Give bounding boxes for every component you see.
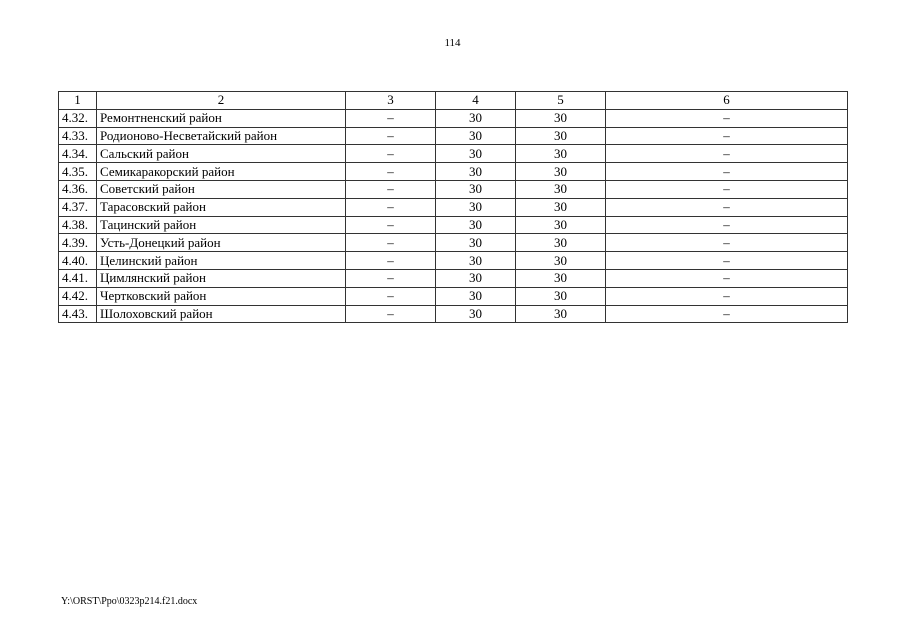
district-name: Тацинский район <box>97 216 346 234</box>
cell-col-6: – <box>606 198 848 216</box>
table-row <box>59 198 848 216</box>
cell-col-5: 30 <box>516 216 606 234</box>
header-col-5: 5 <box>516 92 606 110</box>
cell-col-4: 30 <box>436 269 516 287</box>
district-name: Родионово-Несветайский район <box>97 127 346 145</box>
table-row <box>59 269 848 287</box>
cell-col-4: 30 <box>436 163 516 181</box>
table-row <box>59 109 848 127</box>
cell-col-6: – <box>606 109 848 127</box>
table-row <box>59 305 848 323</box>
footer-file-path: Y:\ORST\Ppo\0323p214.f21.docx <box>61 596 198 607</box>
cell-col-5: 30 <box>516 198 606 216</box>
row-number: 4.33. <box>59 127 97 145</box>
district-name: Шолоховский район <box>97 305 346 323</box>
table-row <box>59 163 848 181</box>
header-col-6: 6 <box>606 92 848 110</box>
row-number: 4.34. <box>59 145 97 163</box>
district-name: Цимлянский район <box>97 269 346 287</box>
districts-table <box>58 91 848 323</box>
cell-col-4: 30 <box>436 234 516 252</box>
row-number: 4.41. <box>59 269 97 287</box>
row-number: 4.35. <box>59 163 97 181</box>
cell-col-4: 30 <box>436 145 516 163</box>
cell-col-5: 30 <box>516 163 606 181</box>
cell-col-5: 30 <box>516 109 606 127</box>
row-number: 4.40. <box>59 252 97 270</box>
row-number: 4.43. <box>59 305 97 323</box>
cell-col-4: 30 <box>436 109 516 127</box>
cell-col-6: – <box>606 216 848 234</box>
table-row <box>59 145 848 163</box>
cell-col-3: – <box>346 163 436 181</box>
cell-col-3: – <box>346 198 436 216</box>
cell-col-3: – <box>346 269 436 287</box>
cell-col-6: – <box>606 234 848 252</box>
cell-col-3: – <box>346 145 436 163</box>
cell-col-3: – <box>346 216 436 234</box>
cell-col-6: – <box>606 127 848 145</box>
cell-col-6: – <box>606 269 848 287</box>
cell-col-5: 30 <box>516 269 606 287</box>
district-name: Тарасовский район <box>97 198 346 216</box>
table-row <box>59 234 848 252</box>
district-name: Усть-Донецкий район <box>97 234 346 252</box>
district-name: Ремонтненский район <box>97 109 346 127</box>
table-row <box>59 127 848 145</box>
cell-col-4: 30 <box>436 127 516 145</box>
cell-col-4: 30 <box>436 252 516 270</box>
cell-col-5: 30 <box>516 287 606 305</box>
district-name: Целинский район <box>97 252 346 270</box>
cell-col-5: 30 <box>516 305 606 323</box>
cell-col-5: 30 <box>516 145 606 163</box>
district-name: Советский район <box>97 180 346 198</box>
cell-col-3: – <box>346 180 436 198</box>
header-col-3: 3 <box>346 92 436 110</box>
cell-col-3: – <box>346 252 436 270</box>
cell-col-5: 30 <box>516 234 606 252</box>
row-number: 4.42. <box>59 287 97 305</box>
cell-col-5: 30 <box>516 127 606 145</box>
header-col-1: 1 <box>59 92 97 110</box>
cell-col-5: 30 <box>516 180 606 198</box>
row-number: 4.37. <box>59 198 97 216</box>
district-name: Чертковский район <box>97 287 346 305</box>
district-name: Сальский район <box>97 145 346 163</box>
cell-col-3: – <box>346 109 436 127</box>
header-col-4: 4 <box>436 92 516 110</box>
row-number: 4.32. <box>59 109 97 127</box>
cell-col-3: – <box>346 287 436 305</box>
cell-col-3: – <box>346 234 436 252</box>
cell-col-5: 30 <box>516 252 606 270</box>
table-row <box>59 180 848 198</box>
cell-col-6: – <box>606 287 848 305</box>
header-col-2: 2 <box>97 92 346 110</box>
district-name: Семикаракорский район <box>97 163 346 181</box>
cell-col-6: – <box>606 163 848 181</box>
table-header-row <box>59 92 848 110</box>
row-number: 4.36. <box>59 180 97 198</box>
table-row <box>59 216 848 234</box>
cell-col-3: – <box>346 305 436 323</box>
cell-col-3: – <box>346 127 436 145</box>
row-number: 4.38. <box>59 216 97 234</box>
page-number: 114 <box>444 37 461 49</box>
cell-col-4: 30 <box>436 180 516 198</box>
cell-col-6: – <box>606 180 848 198</box>
cell-col-6: – <box>606 305 848 323</box>
table-row <box>59 252 848 270</box>
cell-col-6: – <box>606 252 848 270</box>
cell-col-4: 30 <box>436 216 516 234</box>
table-row <box>59 287 848 305</box>
cell-col-4: 30 <box>436 287 516 305</box>
cell-col-6: – <box>606 145 848 163</box>
cell-col-4: 30 <box>436 305 516 323</box>
row-number: 4.39. <box>59 234 97 252</box>
cell-col-4: 30 <box>436 198 516 216</box>
